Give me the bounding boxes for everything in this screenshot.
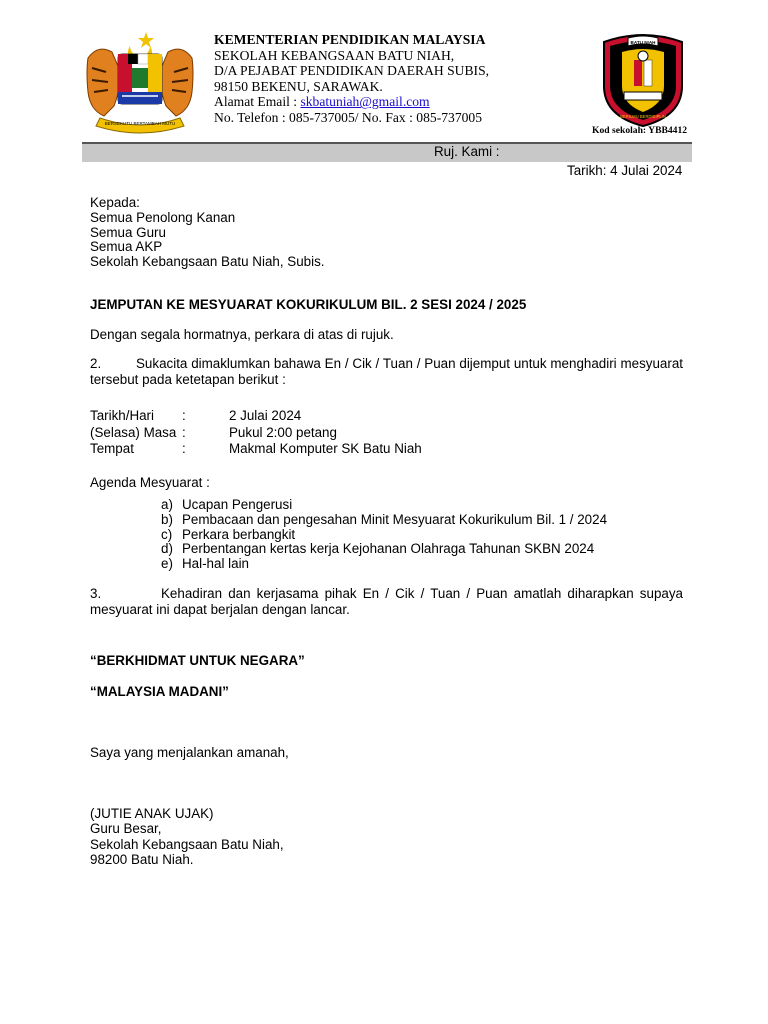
recipient-heading: Kepada: <box>90 195 140 210</box>
detail-colon: : <box>182 408 186 423</box>
school-name: SEKOLAH KEBANGSAAN BATU NIAH, <box>214 47 455 63</box>
agenda-item: Pembacaan dan pengesahan Minit Mesyuarat Kokurikulum Bil. 1 / 2024 <box>182 512 608 527</box>
detail-value: Makmal Komputer SK Batu Niah <box>229 441 422 456</box>
agenda-letter: e) <box>161 556 173 571</box>
ministry-name: KEMENTERIAN PENDIDIKAN MALAYSIA <box>214 32 486 47</box>
email-line <box>214 94 489 110</box>
paragraph-number: 3. <box>90 586 102 601</box>
detail-label: Tempat <box>90 441 134 456</box>
subject-heading: JEMPUTAN KE MESYUARAT KOKURIKULUM BIL. 2 SESI 2024 / 2025 <box>90 297 527 312</box>
phone-line: No. Telefon : 085-737005/ No. Fax : 085-737005 <box>214 109 483 125</box>
recipient-line: Semua Guru <box>90 225 166 240</box>
agenda-letter: b) <box>161 512 173 527</box>
crest-motto-text: BERSEKUTU BERTAMBAH MUTU <box>104 121 176 126</box>
address-line-1: D/A PEJABAT PENDIDIKAN DAERAH SUBIS, <box>214 63 490 79</box>
paragraph-text: Kehadiran dan kerjasama pihak En / Cik / Tuan / Puan amatlah diharapkan supaya mesyuarat ini dapat berjalan dengan lancar. <box>90 586 683 617</box>
closing-text: Saya yang menjalankan amanah, <box>90 745 289 760</box>
agenda-item: Perbentangan kertas kerja Kejohanan Olahraga Tahunan SKBN 2024 <box>182 541 595 556</box>
school-code: Kod sekolah: YBB4412 <box>592 125 688 136</box>
paragraph-number: 2. <box>90 356 102 371</box>
malaysia-coat-of-arms-icon <box>78 28 202 136</box>
paragraph-text: Sukacita dimaklumkan bahawa En / Cik / Tuan / Puan dijemput untuk menghadiri mesyuarat tersebut pada ketetapan berikut : <box>90 356 683 387</box>
recipient-line: Semua Penolong Kanan <box>90 210 236 225</box>
agenda-item: Ucapan Pengerusi <box>182 497 293 512</box>
reference-bar <box>82 142 692 162</box>
detail-label: (Selasa) Masa <box>90 425 177 440</box>
agenda-item: Perkara berbangkit <box>182 527 296 542</box>
detail-label: Tarikh/Hari <box>90 408 154 423</box>
school-badge-icon <box>598 32 688 128</box>
agenda-letter: c) <box>161 527 173 542</box>
letterhead <box>214 32 489 126</box>
signatory-title: Guru Besar, <box>90 821 162 836</box>
agenda-letter: a) <box>161 497 173 512</box>
slogan: “MALAYSIA MADANI” <box>90 684 229 699</box>
logo-motto-text: BERILMU BERDISIPLIN <box>620 114 666 119</box>
agenda-title: Agenda Mesyuarat : <box>90 475 210 490</box>
email-label: Alamat Email : <box>214 94 301 110</box>
greeting-text: Dengan segala hormatnya, perkara di atas di rujuk. <box>90 327 394 342</box>
agenda-letter: d) <box>161 541 173 556</box>
detail-colon: : <box>182 425 186 440</box>
paragraph-2 <box>90 356 683 387</box>
recipient-line: Sekolah Kebangsaan Batu Niah, Subis. <box>90 254 325 269</box>
paragraph-3 <box>90 586 683 617</box>
signatory-name: (JUTIE ANAK UJAK) <box>90 806 214 821</box>
recipient-line: Semua AKP <box>90 239 163 254</box>
slogan: “BERKHIDMAT UNTUK NEGARA” <box>90 653 305 668</box>
address-line-2: 98150 BEKENU, SARAWAK. <box>214 78 383 94</box>
logo-banner-text: BATU NIAH <box>630 40 656 45</box>
signatory-address: 98200 Batu Niah. <box>90 852 194 867</box>
reference-label: Ruj. Kami : <box>434 144 500 159</box>
email-link[interactable]: skbatuniah@gmail.com <box>300 94 430 110</box>
letter-date: Tarikh: 4 Julai 2024 <box>567 163 683 178</box>
agenda-item: Hal-hal lain <box>182 556 249 571</box>
detail-colon: : <box>182 441 186 456</box>
detail-value: 2 Julai 2024 <box>229 408 302 423</box>
signatory-school: Sekolah Kebangsaan Batu Niah, <box>90 837 284 852</box>
detail-value: Pukul 2:00 petang <box>229 425 337 440</box>
